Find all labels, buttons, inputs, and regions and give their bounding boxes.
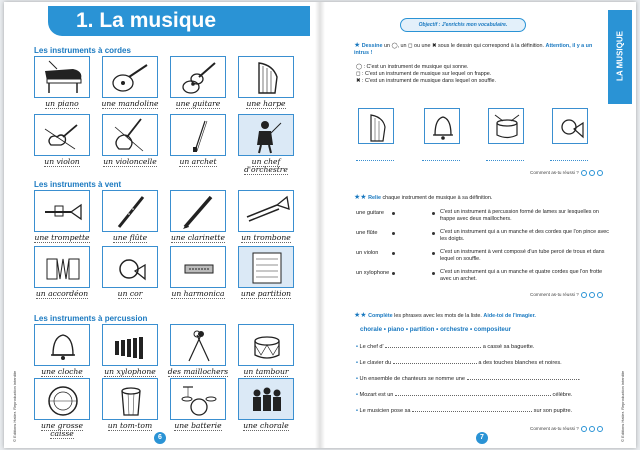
instrument-label: un accordéon <box>35 289 89 298</box>
match-dot[interactable] <box>432 272 435 275</box>
square-symbol-icon: ◻ <box>356 71 361 77</box>
image-card <box>34 378 90 420</box>
blank-field[interactable] <box>412 411 532 412</box>
bow-icon <box>171 115 227 157</box>
smiley-icon[interactable] <box>597 426 603 432</box>
exercise-picture <box>358 108 394 144</box>
smiley-icon[interactable] <box>597 292 603 298</box>
image-card <box>102 378 158 420</box>
accordion-icon <box>35 247 91 289</box>
instrument-label: une cloche <box>41 367 83 376</box>
smiley-icon[interactable] <box>581 426 587 432</box>
answer-line[interactable] <box>486 160 524 161</box>
image-card <box>102 246 158 288</box>
image-card <box>102 324 158 366</box>
harp-icon <box>239 57 295 99</box>
self-assessment: Comment as-tu réussi ? <box>530 292 603 298</box>
sheet-music-icon <box>239 247 295 289</box>
instrument-label: une harpe <box>246 99 286 108</box>
match-dot[interactable] <box>392 272 395 275</box>
instrument-label: une trompette <box>34 233 90 242</box>
image-card <box>170 246 226 288</box>
star-icon: ★★ <box>354 312 367 319</box>
instrument-label: un violoncelle <box>103 157 157 166</box>
flute-icon <box>103 191 159 233</box>
section-heading-strings: Les instruments à cordes <box>34 46 131 55</box>
horn-icon <box>103 247 159 289</box>
image-card <box>238 190 294 232</box>
star-icon: ★★ <box>354 194 367 201</box>
match-definition: C'est un instrument qui a un manche et quatre cordes que l'on frotte avec un archet. <box>440 269 603 282</box>
instrument-label: un tambour <box>243 367 289 376</box>
instrument-label: un violon <box>44 157 80 166</box>
guitar-icon <box>171 57 227 99</box>
smiley-icon[interactable] <box>589 292 595 298</box>
choir-icon <box>239 379 295 421</box>
match-definition: C'est un instrument à vent composé d'un tube percé de trous et dans lequel on souffle. <box>440 249 605 262</box>
instrument-label: une mandoline <box>101 99 159 108</box>
image-card <box>238 56 294 98</box>
match-word: un xylophone <box>356 270 390 276</box>
answer-line[interactable] <box>356 160 394 161</box>
piano-icon <box>35 57 91 99</box>
fill-sentence: • Le musicien pose sa sur son pupitre. <box>356 408 573 414</box>
bell-icon <box>425 109 461 145</box>
trumpet-icon <box>35 191 91 233</box>
instrument-label: une partition <box>240 289 292 298</box>
image-card <box>102 56 158 98</box>
smiley-icon[interactable] <box>581 292 587 298</box>
circle-symbol-icon: ◯ <box>356 64 363 70</box>
bass-drum-icon <box>35 379 91 421</box>
xylophone-icon <box>103 325 159 367</box>
horn-icon <box>553 109 589 145</box>
conductor-icon <box>239 115 295 157</box>
drum-kit-icon <box>171 379 227 421</box>
image-card <box>170 56 226 98</box>
instrument-label: une chorale <box>243 421 289 430</box>
match-dot[interactable] <box>432 232 435 235</box>
bell-icon <box>35 325 91 367</box>
instrument-label: un chef d'orchestre <box>244 157 288 174</box>
harmonica-icon <box>171 247 227 289</box>
match-definition: C'est un instrument à percussion formé de lames sur lesquelles on frappe avec deux maillochers. <box>440 209 599 222</box>
page-number: 6 <box>154 432 166 444</box>
page-number: 7 <box>476 432 488 444</box>
harp-icon <box>359 109 395 145</box>
instrument-label: un harmonica <box>171 289 225 298</box>
page-title: 1. La musique <box>76 9 217 32</box>
image-card <box>34 246 90 288</box>
match-dot[interactable] <box>392 252 395 255</box>
image-card <box>170 114 226 156</box>
image-card <box>238 114 294 156</box>
clarinet-icon <box>171 191 227 233</box>
self-assessment: Comment as-tu réussi ? <box>530 426 603 432</box>
image-card <box>102 190 158 232</box>
image-card <box>102 114 158 156</box>
blank-field[interactable] <box>395 395 551 396</box>
section-heading-percussion: Les instruments à percussion <box>34 314 148 323</box>
drum-icon <box>489 109 525 145</box>
match-dot[interactable] <box>432 252 435 255</box>
mallets-icon <box>171 325 227 367</box>
chapter-tab: LA MUSIQUE <box>608 10 632 104</box>
exercise-picture <box>552 108 588 144</box>
exercise-1-instruction: ★ Dessine un ◯, un ◻ ou une ✖ sous le dessin qui correspond à la définition. Attention, il y a un intrus ! <box>354 42 593 56</box>
image-card <box>34 56 90 98</box>
violin-icon <box>35 115 91 157</box>
smiley-icon[interactable] <box>589 170 595 176</box>
mandolin-icon <box>103 57 159 99</box>
image-card <box>170 324 226 366</box>
cross-symbol-icon: ✖ <box>356 78 361 84</box>
answer-line[interactable] <box>422 160 460 161</box>
symbol-definitions: ◯ : C'est un instrument de musique qui sonne. ◻ : C'est un instrument de musique sur lequel on frappe. ✖ : C'est un instrument de musique dans lequel on souffle. <box>356 64 497 84</box>
match-dot[interactable] <box>392 232 395 235</box>
copyright-notice: © Editions Hatier. Reproduction interdite <box>620 370 625 442</box>
instrument-label: un archet <box>179 157 217 166</box>
match-word: une guitare <box>356 210 384 216</box>
match-dot[interactable] <box>392 212 395 215</box>
fill-sentence: • Le chef d' a cassé sa baguette. <box>356 344 535 350</box>
instrument-label: une batterie <box>174 421 222 430</box>
workbook-spread <box>4 2 636 448</box>
answer-line[interactable] <box>550 160 588 161</box>
image-card <box>238 324 294 366</box>
image-card <box>238 246 294 288</box>
left-page <box>4 2 320 448</box>
fill-sentence: • Un ensemble de chanteurs se nomme une . <box>356 376 581 382</box>
image-card <box>170 190 226 232</box>
instrument-label: une guitare <box>175 99 221 108</box>
image-card <box>34 114 90 156</box>
exercise-2-instruction: ★★ Relie chaque instrument de musique à sa définition. <box>354 194 493 201</box>
smiley-icon[interactable] <box>597 170 603 176</box>
blank-field[interactable] <box>467 379 579 380</box>
blank-field[interactable] <box>393 363 477 364</box>
blank-field[interactable] <box>385 347 481 348</box>
instrument-label: une grosse caisse <box>40 421 84 438</box>
instrument-label: un cor <box>117 289 143 298</box>
word-list: chorale • piano • partition • orchestre • compositeur <box>360 326 512 333</box>
trombone-icon <box>239 191 295 233</box>
match-word: une flûte <box>356 230 378 236</box>
fill-sentence: • Mozart est un célèbre. <box>356 392 573 398</box>
match-word: un violon <box>356 250 379 256</box>
objective-banner: Objectif : J'enrichis mon vocabulaire. <box>400 18 526 32</box>
image-card <box>34 190 90 232</box>
image-card <box>34 324 90 366</box>
instrument-label: un xylophone <box>104 367 156 376</box>
smiley-icon[interactable] <box>581 170 587 176</box>
exercise-picture <box>424 108 460 144</box>
tom-tom-icon <box>103 379 159 421</box>
instrument-label: un piano <box>45 99 79 108</box>
cello-icon <box>103 115 159 157</box>
exercise-picture <box>488 108 524 144</box>
instrument-label: une clarinette <box>171 233 225 242</box>
image-card <box>238 378 294 420</box>
smiley-icon[interactable] <box>589 426 595 432</box>
match-definition: C'est un instrument qui a un manche et des cordes que l'on pince avec les doigts. <box>440 229 609 242</box>
instrument-label: une flûte <box>112 233 148 242</box>
match-dot[interactable] <box>432 212 435 215</box>
copyright-notice: © Editions Hatier. Reproduction interdite <box>12 370 17 442</box>
instrument-label: un tom-tom <box>107 421 153 430</box>
instrument-label: un trombone <box>241 233 291 242</box>
image-card <box>170 378 226 420</box>
exercise-3-instruction: ★★ Complète les phrases avec les mots de la liste. Aide-toi de l'imagier. <box>354 312 536 319</box>
section-heading-wind: Les instruments à vent <box>34 180 122 189</box>
instrument-label: des maillochers <box>167 367 229 376</box>
star-icon: ★ <box>354 42 361 49</box>
fill-sentence: • Le clavier du a des touches blanches et noires. <box>356 360 562 366</box>
drum-icon <box>239 325 295 367</box>
self-assessment: Comment as-tu réussi ? <box>530 170 603 176</box>
right-page <box>320 2 636 448</box>
